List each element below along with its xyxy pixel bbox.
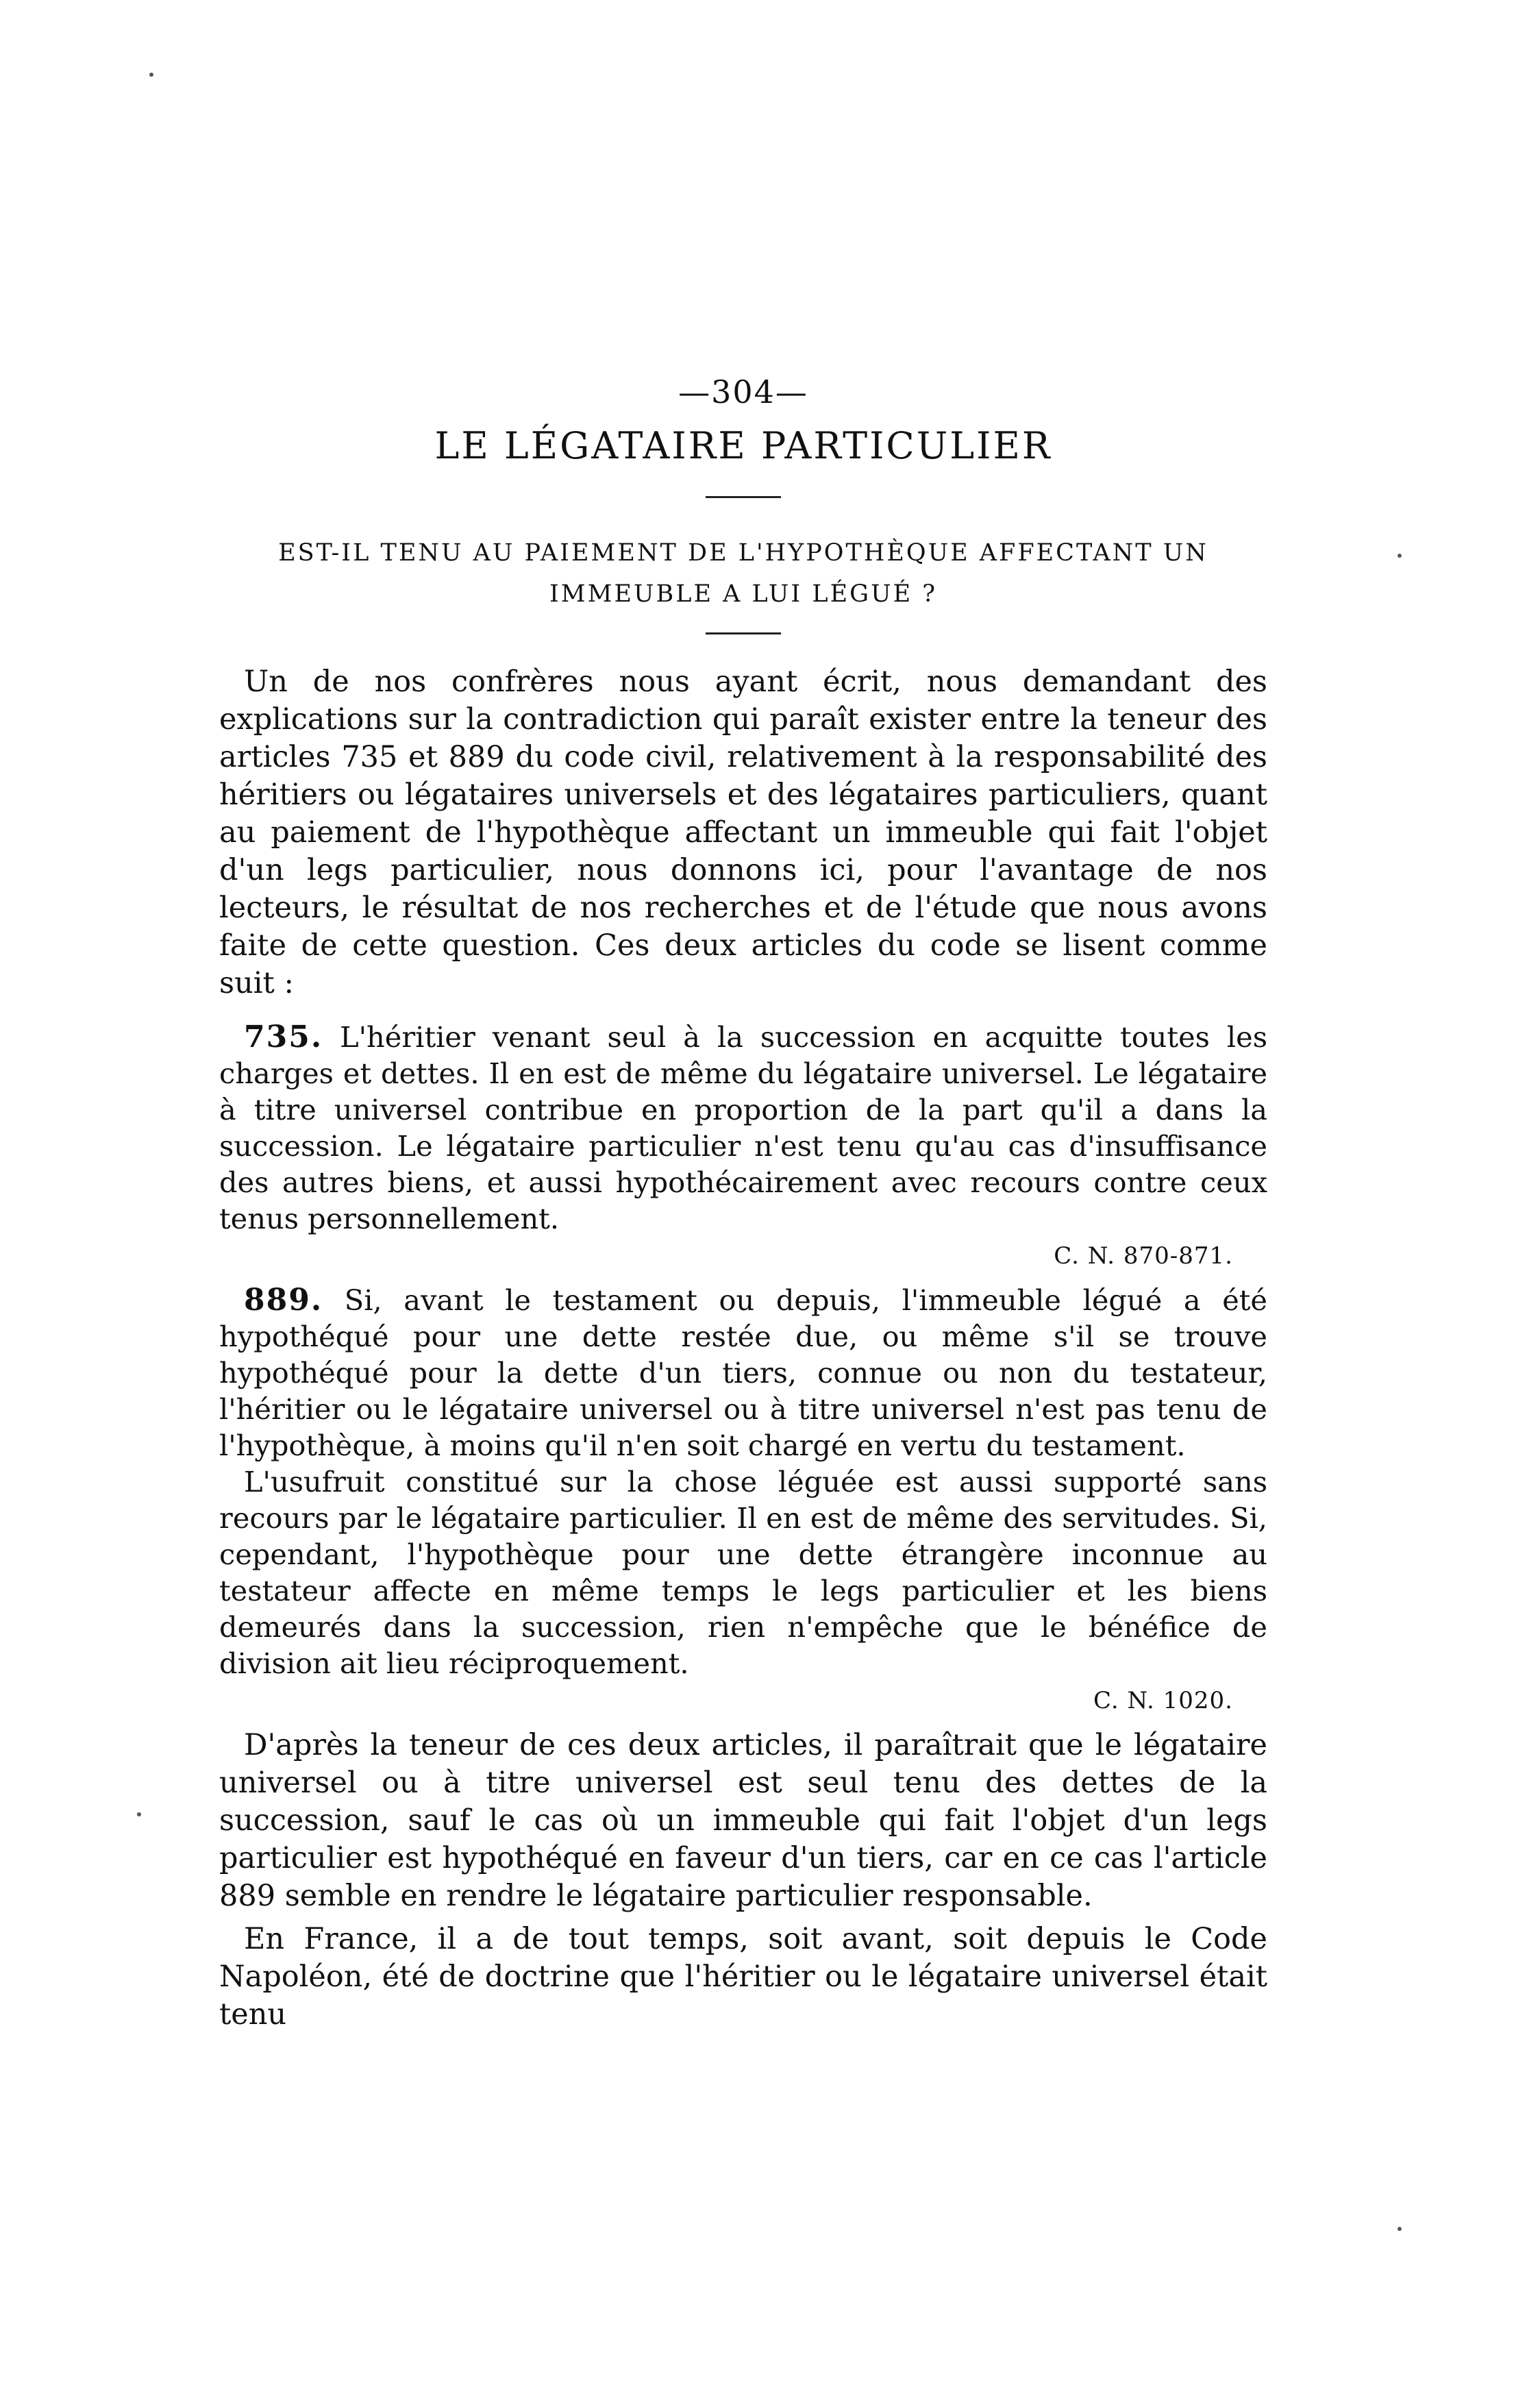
article-889-text: Si, avant le testament ou depuis, l'immeuble légué a été hypothéqué pour une dette restée due, ou même s'il se trouve hypothéqué pour la dette d'un tiers, connue ou non du testateur, l'héritier ou le légataire universel ou à titre universel n'est pas tenu de l'hypothèque, à moins qu'il n'en soit chargé en vertu du testament. [219,1283,1267,1462]
article-735 [219,1019,1267,1237]
speck-mark [1398,554,1402,558]
france-paragraph: En France, il a de tout temps, soit avant, soit depuis le Code Napoléon, été de doctrine que l'héritier ou le légataire universel était tenu [219,1921,1267,2032]
page-title: LE LÉGATAIRE PARTICULIER [434,424,1052,467]
article-889 [219,1282,1267,1464]
intro-paragraph: Un de nos confrères nous ayant écrit, nous demandant des explications sur la contradiction qui paraît exister entre la teneur des articles 735 et 889 du code civil, relativement à la responsabilité des héritiers ou légataires universels et des légataires particuliers, quant au paiement de l'hypothèque affectant un immeuble qui fait l'objet d'un legs particulier, nous donnons ici, pour l'avantage de nos lecteurs, le résultat de nos recherches et de l'étude que nous avons faite de cette question. Ces deux articles du code se lisent comme suit : [219,664,1267,1000]
subtitle-divider [706,632,781,634]
article-889-number: 889. [244,1282,323,1318]
speck-mark [1398,2227,1402,2231]
document-page [219,373,1267,2034]
article-889-citation: C. N. 1020. [1093,1686,1233,1714]
article-889-paragraph-2: L'usufruit constitué sur la chose léguée est aussi supporté sans recours par le légataire particulier. Il en est de même des servitudes. Si, cependant, l'hypothèque pour une dette étrangère inconnue au testateur affecte en même temps le legs particulier et les biens demeurés dans la succession, rien n'empêche que le bénéfice de division ait lieu réciproquement. [219,1464,1267,1680]
article-735-text: L'héritier venant seul à la succession en acquitte toutes les charges et dettes. Il en est de même du légataire universel. Le légataire à titre universel contribue en proportion de la part qu'il a dans la succession. Le légataire particulier n'est tenu qu'au cas d'insuffisance des autres biens, et aussi hypothécairement avec recours contre ceux tenus personnellement. [219,1020,1267,1235]
speck-mark [137,1812,141,1816]
article-735-number: 735. [244,1019,323,1054]
speck-mark [149,73,153,77]
page-subtitle: EST-IL TENU AU PAIEMENT DE L'HYPOTHÈQUE AFFECTANT UN IMMEUBLE A LUI LÉGUÉ ? [278,539,1208,608]
title-divider [706,496,781,498]
page-number: —304— [678,373,808,410]
article-735-citation: C. N. 870-871. [1054,1242,1233,1270]
analysis-paragraph: D'après la teneur de ces deux articles, il paraîtrait que le légataire universel ou à titre universel est seul tenu des dettes de la succession, sauf le cas où un immeuble qui fait l'objet d'un legs particulier est hypothéqué en faveur d'un tiers, car en ce cas l'article 889 semble en rendre le légataire particulier responsable. [219,1727,1267,1913]
